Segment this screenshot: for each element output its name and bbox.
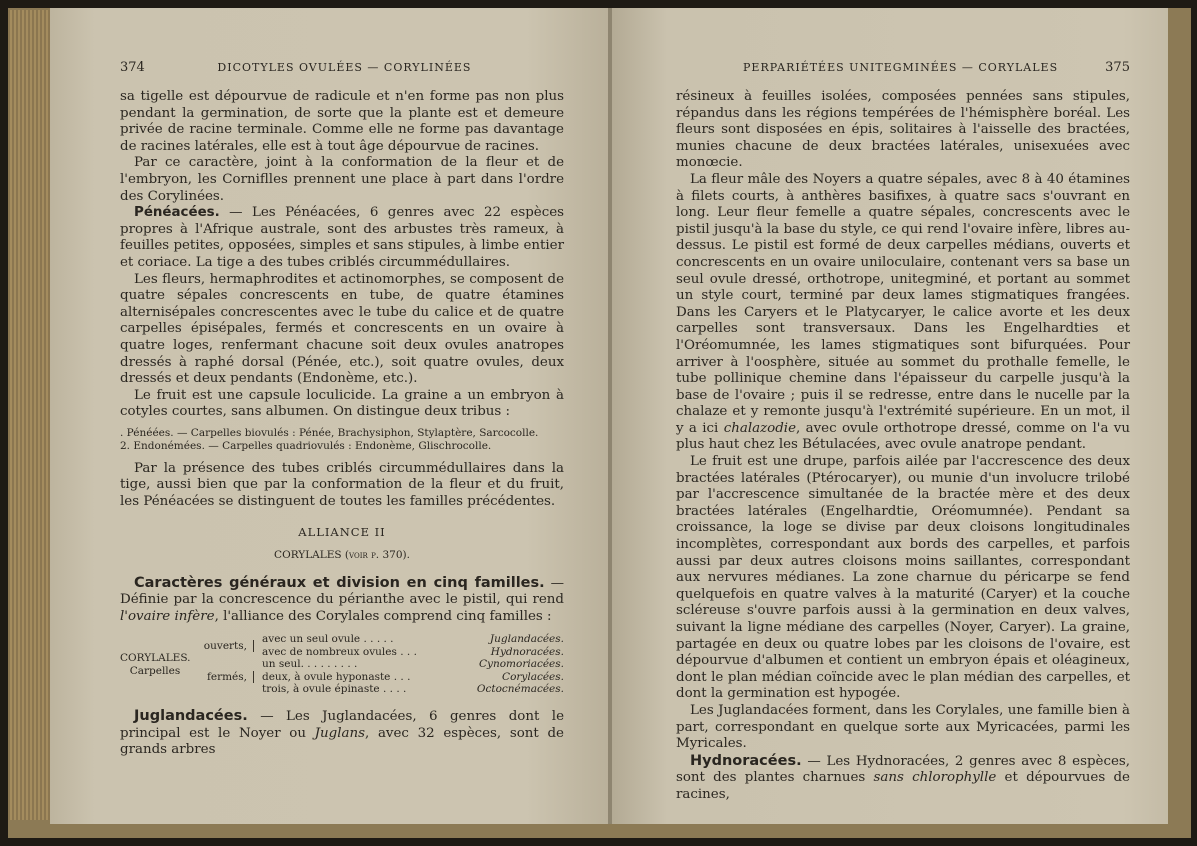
left-running-header bbox=[120, 60, 564, 75]
paragraph: Les fleurs, hermaphrodites et actinomorphes, se composent de quatre sépales concrescents en tube, de quatre étamines alternisépales concrescentes avec le tube du calice et de quatre carpelles épisépales, fermés et concrescents en un ovaire à quatre loges, renfermant chacune soit deux ovules anatropes dressés à raphé dorsal (Pénée, etc.), soit quatre ovules, deux dressés et deux pendants (Endonème, etc.). bbox=[120, 271, 564, 387]
section-heading-juglandacees: Juglandacées. bbox=[134, 707, 248, 724]
paragraph: Par la présence des tubes criblés circummédullaires dans la tige, aussi bien que par la conformation de la fleur et du fruit, les Pénéacées se distinguent de toutes les familles précédentes. bbox=[120, 460, 564, 510]
italic-term: l'ovaire infère bbox=[120, 608, 215, 624]
italic-term: Juglans bbox=[314, 725, 365, 741]
key-desc: avec un seul ovule . . . . . bbox=[262, 633, 394, 646]
section-heading-caracteres: Caractères généraux et division en cinq familles. bbox=[134, 574, 545, 591]
key-family: Octocnémacées. bbox=[476, 683, 564, 696]
tribe-item: . Pénéées. — Carpelles biovulés : Pénée, Brachysiphon, Stylaptère, Sarcocolle. bbox=[120, 426, 539, 439]
paragraph-text: — Les Juglandacées, 6 genres dont le principal est le Noyer ou bbox=[120, 708, 564, 741]
key-root-title: CORYLALES. bbox=[120, 651, 191, 664]
paragraph: Le fruit est une capsule loculicide. La graine a un embryon à cotyles courtes, sans albumen. On distingue deux tribus : bbox=[120, 387, 564, 420]
italic-term: chalazodie bbox=[723, 420, 796, 436]
tribe-item: 2. Endonémées. — Carpelles quadriovulés : Endonème, Glischrocolle. bbox=[120, 439, 492, 452]
key-family: Cynomoriacées. bbox=[479, 658, 564, 671]
family-key-table bbox=[120, 633, 564, 696]
left-page-number: 374 bbox=[120, 60, 145, 75]
left-running-head: DICOTYLES OVULÉES — CORYLINÉES bbox=[217, 61, 472, 74]
paragraph: sa tigelle est dépourvue de radicule et n'en forme pas non plus pendant la germination, de sorte que la plante est et demeure privée de racine terminale. Comme elle ne forme pas davantage de racines latérales, elle est à tout âge dépourvue de racines. bbox=[120, 89, 564, 154]
section-heading-hydnoracees: Hydnoracées. bbox=[690, 752, 802, 769]
left-page bbox=[50, 8, 610, 824]
key-root-label: Carpelles bbox=[129, 664, 181, 677]
paragraph-text: — Les Pénéacées, 6 genres avec 22 espèces propres à l'Afrique australe, sont des arbustes très rameux, à feuilles petites, opposées, simples et sans stipules, à limbe entier et coriace. La tige a des tubes criblés circummédullaires. bbox=[120, 205, 564, 270]
paragraph bbox=[120, 708, 564, 759]
key-group-closed: fermés, bbox=[190, 671, 254, 684]
tribe-list bbox=[120, 427, 564, 453]
paragraph: Le fruit est une drupe, parfois ailée par l'accrescence des deux bractées latérales (Ptérocaryer), ou munie d'un involucre trilobé par l'accrescence simultanée de la bractée mère et des deux bractées latérales (Engelhardtie, Oréomumnée). Pendant sa croissance, la loge se divise par deux cloisons longitudinales incomplètes, correspondant aux bords des carpelles, et parfois aussi par deux autres cloisons moins saillantes, correspondant aux nervures médianes. La zone charnue du péricarpe se fend quelquefois en quatre valves à la maturité (Caryer) et la couche scléreuse s'ouvre parfois aussi à la germination en deux valves, suivant la ligne médiane des carpelles (Noyer, Caryer). La graine, partagée en deux ou quatre lobes par les cloisons de l'ovaire, est dépourvue d'albumen et contient un embryon épais et oléagineux, dont le plan médian coïncide avec le plan médian des carpelles, et dont la germination est hypogée. bbox=[676, 454, 1130, 702]
key-desc: trois, à ovule épinaste . . . . bbox=[262, 683, 407, 696]
paragraph-text: — Les Hydnoracées, 2 genres avec 8 espèces, sont des plantes charnues bbox=[676, 753, 1130, 786]
paragraph-text: , avec 32 espèces, sont de grands arbres bbox=[120, 725, 564, 758]
alliance-subtitle: CORYLALES (voir p. 370). bbox=[274, 548, 410, 561]
italic-term: sans chlorophylle bbox=[873, 770, 997, 786]
section-heading-peneacees: Pénéacées. bbox=[134, 205, 220, 221]
paragraph-text: , avec ovule orthotrope dressé, comme on l'a vu plus haut chez les Bétulacées, avec ovule anatrope pendant. bbox=[676, 420, 1130, 453]
paragraph: Les Juglandacées forment, dans les Corylales, une famille bien à part, correspondant en quelque sorte aux Myricacées, parmi les Myricales. bbox=[676, 702, 1130, 752]
paragraph bbox=[120, 575, 564, 626]
key-desc: deux, à ovule hyponaste . . . bbox=[262, 670, 411, 683]
key-family: Juglandacées. bbox=[489, 633, 564, 646]
paragraph-text: La fleur mâle des Noyers a quatre sépales, avec 8 à 40 étamines à filets courts, à anthères basifixes, à quatre sacs s'ouvrant en long. Leur fleur femelle a quatre sépales, concrescents avec le pistil jusqu'à la base du style, ce qui rend l'ovaire infère, libres au-dessus. Le pistil est formé de deux carpelles médians, ouverts et concrescents en un ovaire uniloculaire, contenant vers sa base un seul ovule dressé, orthotrope, unitegminé, et portant au sommet un style court, terminé par deux lames stigmatiques frangées. Dans les Caryers et le Platycaryer, le calice avorte et les deux carpelles sont transversaux. Dans les Engelhardties et l'Oréomumnée, les lames stigmatiques sont bifurquées. Pour arriver à l'oosphère, située au sommet du prothalle femelle, le tube pollinique chemine dans l'épaisseur du carpelle jusqu'à la base de l'ovaire ; puis il se redresse, entre dans le nucelle par la chalaze et y remonte jusqu'à l'extrémité supérieure. En un mot, il y a ici bbox=[676, 171, 1130, 436]
alliance-title: ALLIANCE II bbox=[298, 524, 386, 539]
paragraph: résineux à feuilles isolées, composées pennées sans stipules, répandus dans les régions tempérées de l'hémisphère boréal. Les fleurs sont disposées en épis, solitaires à l'aisselle des bractées, munies chacune de deux bractées latérales, unisexuées avec monœcie. bbox=[676, 89, 1130, 171]
key-desc: un seul. . . . . . . . . bbox=[262, 658, 358, 671]
right-page bbox=[612, 8, 1168, 824]
paragraph-text: et dépourvues de racines, bbox=[676, 770, 1130, 802]
paragraph-text: , l'alliance des Corylales comprend cinq familles : bbox=[214, 608, 552, 624]
paragraph: Par ce caractère, joint à la conformation de la fleur et de l'embryon, les Corniflles prennent une place à part dans l'ordre des Corylinées. bbox=[120, 155, 564, 204]
right-running-head: PERPARIÉTÉES UNITEGMINÉES — CORYLALES bbox=[743, 61, 1059, 74]
paragraph-text: — Définie par la concrescence du périanthe avec le pistil, qui rend bbox=[120, 575, 564, 608]
key-family: Corylacées. bbox=[502, 670, 564, 683]
right-running-header bbox=[676, 60, 1130, 75]
page-edges bbox=[8, 10, 50, 820]
key-desc: avec de nombreux ovules . . . bbox=[262, 645, 417, 658]
paragraph bbox=[120, 205, 564, 271]
right-page-number: 375 bbox=[1105, 60, 1130, 75]
paragraph bbox=[676, 172, 1130, 454]
paragraph bbox=[676, 753, 1130, 804]
key-family: Hydnoracées. bbox=[490, 645, 564, 658]
key-root bbox=[120, 652, 190, 678]
key-group-open: ouverts, bbox=[190, 640, 254, 653]
